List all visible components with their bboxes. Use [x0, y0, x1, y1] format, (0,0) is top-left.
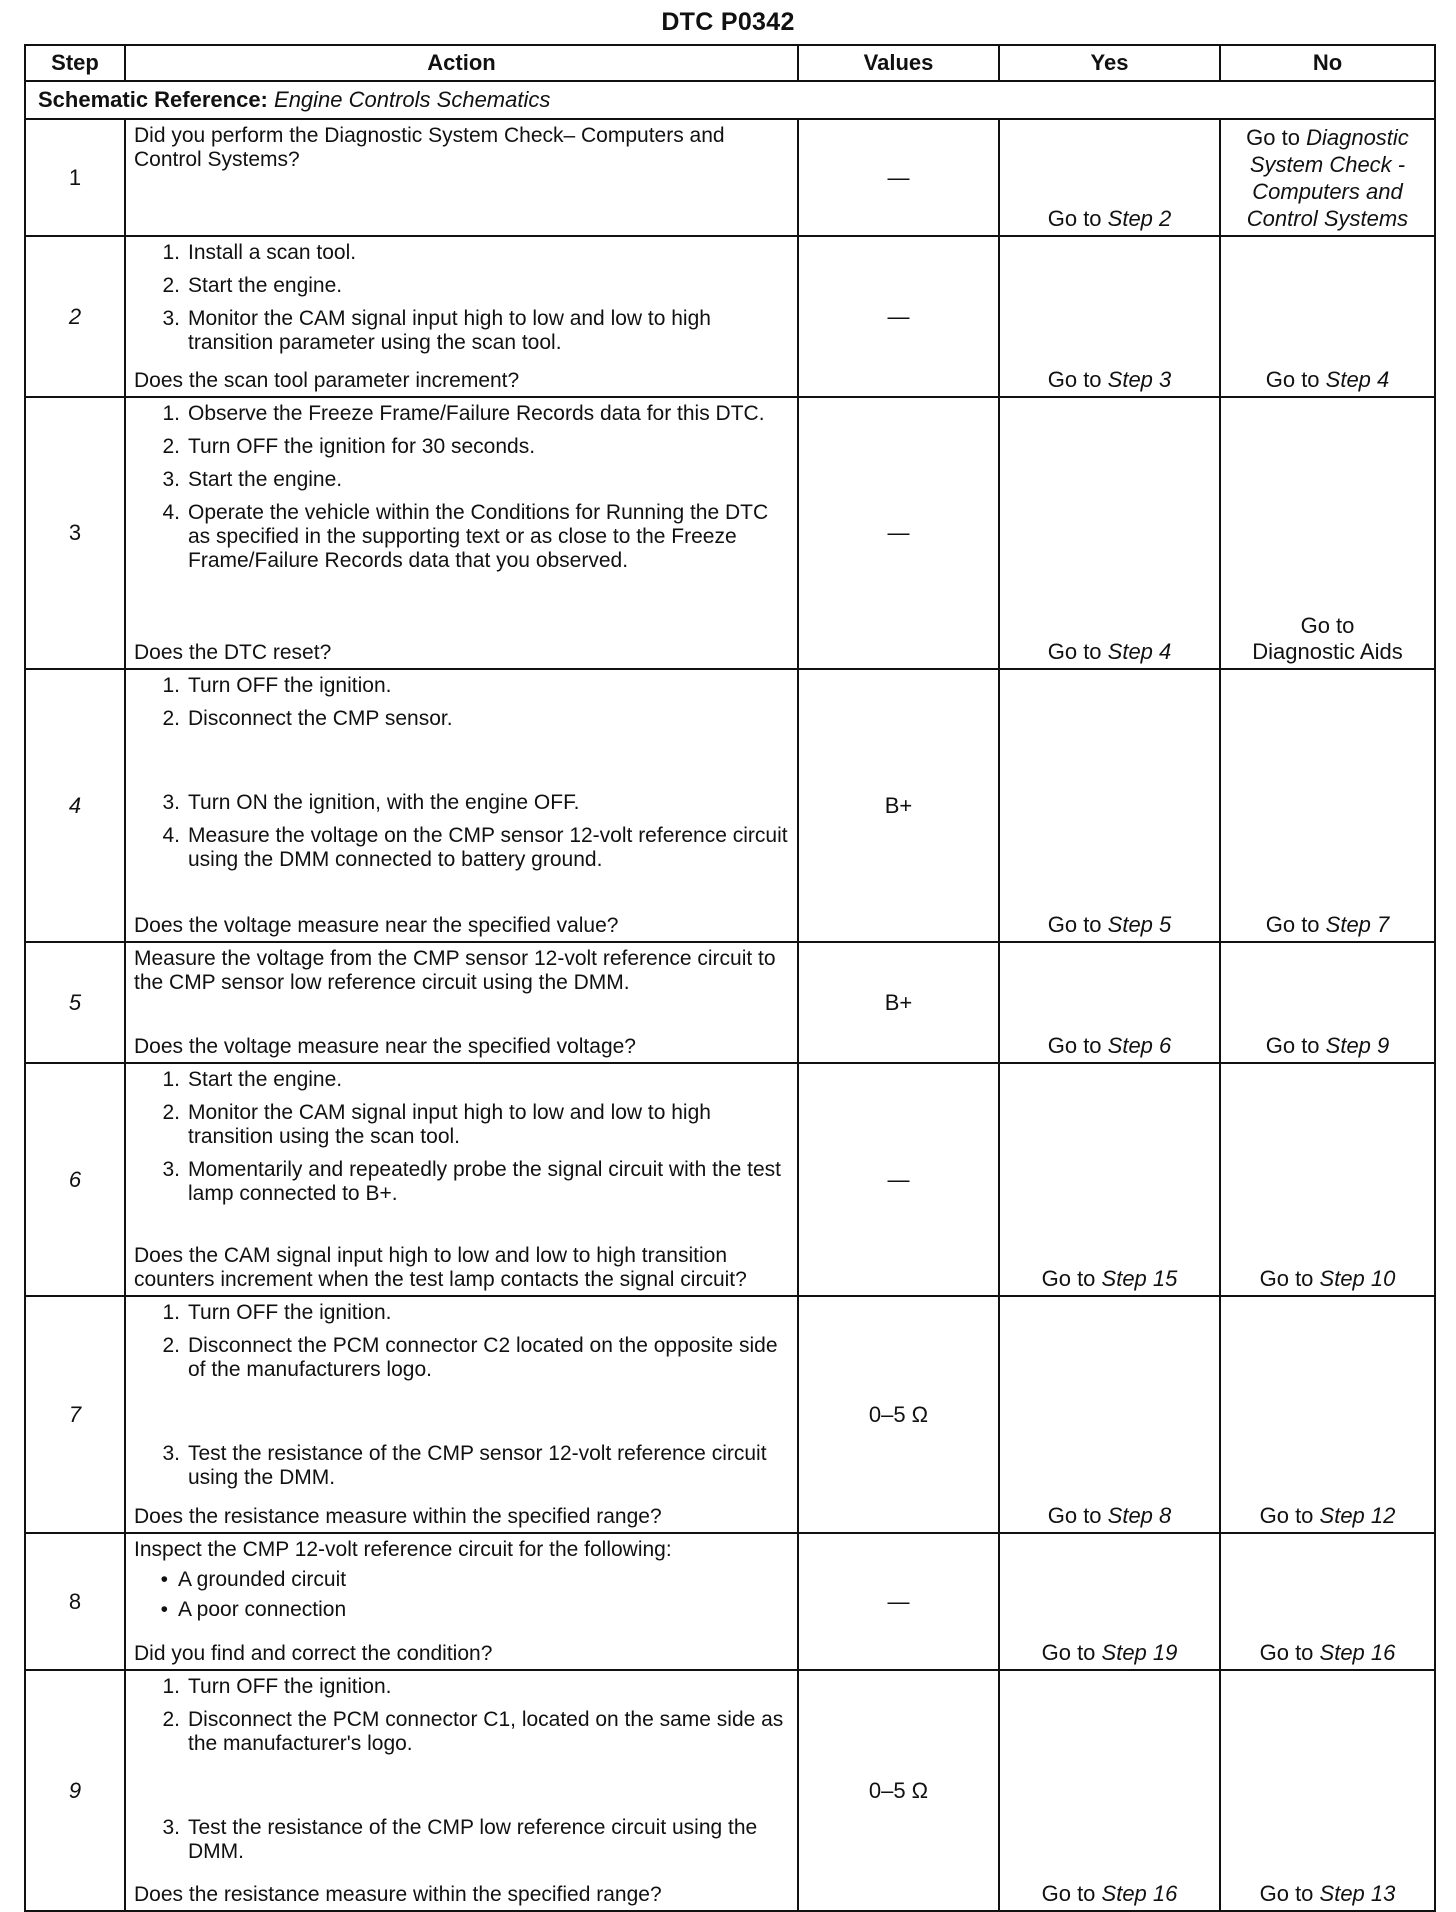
action-cell	[125, 669, 798, 942]
action-step-item	[134, 707, 789, 731]
item-number: 3.	[162, 307, 180, 330]
step-number: 7	[25, 1296, 125, 1533]
yes-cell	[999, 669, 1220, 942]
action-step-item	[134, 1068, 789, 1092]
yes-target-link[interactable]: Step 15	[1101, 1266, 1178, 1291]
item-number: 1.	[162, 1068, 180, 1091]
no-prefix: Go to	[1259, 1503, 1320, 1528]
no-target-link[interactable]: Step 12	[1319, 1503, 1396, 1528]
no-prefix: Go to	[1265, 912, 1326, 937]
item-number: 2.	[162, 1334, 180, 1357]
no-cell	[1220, 1296, 1435, 1533]
step-number: 9	[25, 1670, 125, 1911]
action-step-item	[134, 1301, 789, 1325]
action-text: Inspect the CMP 12-volt reference circuit for the following:	[134, 1538, 672, 1561]
item-number: 2.	[162, 1708, 180, 1731]
no-cell	[1220, 1533, 1435, 1670]
no-cell	[1220, 1063, 1435, 1296]
item-text: Turn OFF the ignition for 30 seconds.	[188, 435, 536, 458]
header-no: No	[1220, 45, 1435, 81]
yes-target-link[interactable]: Step 16	[1101, 1881, 1178, 1906]
value-cell: —	[798, 1063, 999, 1296]
no-prefix: Go to	[1265, 367, 1326, 392]
action-question: Did you find and correct the condition?	[134, 1642, 493, 1665]
item-text: Disconnect the PCM connector C1, located on the same side as the manufacturer's logo.	[188, 1708, 784, 1755]
yes-target-link[interactable]: Step 6	[1107, 1033, 1172, 1058]
action-step-item	[134, 674, 789, 698]
item-number: 3.	[162, 1816, 180, 1839]
no-cell	[1220, 942, 1435, 1063]
table-row	[25, 942, 1435, 1063]
header-yes: Yes	[999, 45, 1220, 81]
yes-cell	[999, 1063, 1220, 1296]
header-values: Values	[798, 45, 999, 81]
action-question: Does the DTC reset?	[134, 641, 332, 664]
yes-target-link[interactable]: Step 3	[1107, 367, 1172, 392]
action-cell	[125, 236, 798, 397]
yes-prefix: Go to	[1047, 206, 1108, 231]
action-text: Measure the voltage from the CMP sensor 12-volt reference circuit to the CMP sensor low reference circuit using the DMM.	[134, 947, 776, 994]
step-number: 1	[25, 119, 125, 236]
schematic-value: Engine Controls Schematics	[274, 87, 551, 112]
value-cell: B+	[798, 942, 999, 1063]
item-number: 1.	[162, 1675, 180, 1698]
item-text: Start the engine.	[188, 1068, 343, 1091]
yes-target-link[interactable]: Step 5	[1107, 912, 1172, 937]
bullet-icon: •	[160, 1598, 168, 1621]
item-text: A grounded circuit	[178, 1568, 347, 1591]
action-step-item	[134, 501, 789, 573]
no-target-link[interactable]: Step 4	[1325, 367, 1390, 392]
action-step-item	[134, 1334, 789, 1382]
yes-cell	[999, 397, 1220, 669]
action-step-item	[134, 274, 789, 298]
header-row	[25, 45, 1435, 81]
item-text: Turn OFF the ignition.	[188, 1675, 392, 1698]
action-cell	[125, 1533, 798, 1670]
table-row	[25, 236, 1435, 397]
action-cell	[125, 1670, 798, 1911]
item-text: Monitor the CAM signal input high to low and low to high transition parameter using the scan tool.	[188, 307, 711, 354]
step-number: 8	[25, 1533, 125, 1670]
step-number: 2	[25, 236, 125, 397]
yes-cell	[999, 1296, 1220, 1533]
action-step-item	[134, 791, 789, 815]
schematic-reference-row	[25, 81, 1435, 119]
action-cell	[125, 942, 798, 1063]
no-target-link[interactable]: Step 9	[1325, 1033, 1390, 1058]
item-text: Observe the Freeze Frame/Failure Records data for this DTC.	[188, 402, 765, 425]
yes-cell	[999, 236, 1220, 397]
item-text: Measure the voltage on the CMP sensor 12-volt reference circuit using the DMM connected to battery ground.	[188, 824, 788, 871]
item-text: Operate the vehicle within the Conditions for Running the DTC as specified in the supporting text or as close to the Freeze Frame/Failure Records data that you observed.	[188, 501, 769, 572]
item-number: 2.	[162, 274, 180, 297]
action-step-item	[134, 1675, 789, 1699]
action-text: Did you perform the Diagnostic System Check– Computers and Control Systems?	[134, 124, 725, 171]
value-cell: —	[798, 1533, 999, 1670]
bullet-item	[134, 1568, 789, 1592]
action-cell	[125, 119, 798, 236]
step-number: 5	[25, 942, 125, 1063]
no-target-link[interactable]: Step 10	[1319, 1266, 1396, 1291]
yes-prefix: Go to	[1047, 639, 1108, 664]
action-cell	[125, 1296, 798, 1533]
table-row	[25, 669, 1435, 942]
action-question: Does the resistance measure within the specified range?	[134, 1883, 662, 1906]
item-number: 3.	[162, 791, 180, 814]
action-step-item	[134, 1158, 789, 1206]
table-row	[25, 119, 1435, 236]
step-number: 3	[25, 397, 125, 669]
item-number: 1.	[162, 241, 180, 264]
yes-cell	[999, 942, 1220, 1063]
item-number: 3.	[162, 468, 180, 491]
no-target-link[interactable]: Step 7	[1325, 912, 1390, 937]
schematic-label: Schematic Reference:	[38, 87, 268, 112]
item-text: Test the resistance of the CMP sensor 12-volt reference circuit using the DMM.	[188, 1442, 767, 1489]
yes-prefix: Go to	[1047, 1033, 1108, 1058]
item-number: 2.	[162, 707, 180, 730]
item-text: Start the engine.	[188, 468, 343, 491]
step-number: 4	[25, 669, 125, 942]
item-text: Disconnect the CMP sensor.	[188, 707, 453, 730]
action-cell	[125, 1063, 798, 1296]
item-number: 1.	[162, 402, 180, 425]
action-question: Does the scan tool parameter increment?	[134, 369, 520, 392]
action-step-item	[134, 402, 789, 426]
item-text: Disconnect the PCM connector C2 located on the opposite side of the manufacturers logo.	[188, 1334, 778, 1381]
table-row	[25, 1670, 1435, 1911]
page-title: DTC P0342	[661, 8, 795, 36]
no-cell	[1220, 397, 1435, 669]
header-step: Step	[25, 45, 125, 81]
value-cell: B+	[798, 669, 999, 942]
no-target-link[interactable]: Step 13	[1319, 1881, 1396, 1906]
table-row	[25, 1063, 1435, 1296]
value-cell: —	[798, 236, 999, 397]
no-prefix: Go to	[1259, 1266, 1320, 1291]
table-row	[25, 1533, 1435, 1670]
no-cell	[1220, 1670, 1435, 1911]
value-cell: 0–5 Ω	[798, 1670, 999, 1911]
table-row	[25, 1296, 1435, 1533]
value-cell: —	[798, 397, 999, 669]
item-text: Momentarily and repeatedly probe the signal circuit with the test lamp connected to B+.	[188, 1158, 781, 1205]
action-step-item	[134, 1442, 789, 1490]
yes-target-link[interactable]: Step 4	[1107, 639, 1172, 664]
item-text: Test the resistance of the CMP low reference circuit using the DMM.	[188, 1816, 758, 1863]
action-step-item	[134, 307, 789, 355]
item-number: 3.	[162, 1158, 180, 1181]
yes-prefix: Go to	[1041, 1640, 1102, 1665]
yes-prefix: Go to	[1047, 1503, 1108, 1528]
yes-prefix: Go to	[1041, 1266, 1102, 1291]
action-step-item	[134, 1101, 789, 1149]
no-prefix: Go to	[1265, 1033, 1326, 1058]
no-prefix: Go to	[1259, 1640, 1320, 1665]
action-step-item	[134, 468, 789, 492]
no-prefix: Go to	[1300, 613, 1355, 638]
no-cell	[1220, 236, 1435, 397]
item-number: 2.	[162, 435, 180, 458]
item-number: 4.	[162, 501, 180, 524]
action-step-item	[134, 1708, 789, 1756]
item-text: Install a scan tool.	[188, 241, 357, 264]
item-text: Monitor the CAM signal input high to low and low to high transition using the scan tool.	[188, 1101, 711, 1148]
spacer	[134, 1391, 789, 1433]
yes-target-link[interactable]: Step 2	[1107, 206, 1172, 231]
action-step-item	[134, 435, 789, 459]
no-target-link[interactable]: Diagnostic System Check - Computers and Control Systems	[1246, 125, 1409, 231]
no-cell	[1220, 669, 1435, 942]
item-number: 4.	[162, 824, 180, 847]
yes-prefix: Go to	[1041, 1881, 1102, 1906]
item-number: 1.	[162, 1301, 180, 1324]
spacer	[134, 1765, 789, 1807]
yes-prefix: Go to	[1047, 367, 1108, 392]
no-cell	[1220, 119, 1435, 236]
yes-cell	[999, 1533, 1220, 1670]
item-number: 2.	[162, 1101, 180, 1124]
step-number: 6	[25, 1063, 125, 1296]
value-cell: —	[798, 119, 999, 236]
item-number: 3.	[162, 1442, 180, 1465]
action-question: Does the resistance measure within the specified range?	[134, 1505, 662, 1528]
spacer	[134, 740, 789, 782]
action-step-item	[134, 824, 789, 872]
item-text: Turn ON the ignition, with the engine OFF.	[188, 791, 580, 814]
action-step-item	[134, 241, 789, 265]
action-cell	[125, 397, 798, 669]
action-question: Does the voltage measure near the specified voltage?	[134, 1035, 636, 1058]
yes-target-link[interactable]: Step 8	[1107, 1503, 1172, 1528]
action-question: Does the CAM signal input high to low and low to high transition counters increment when the test lamp contacts the signal circuit?	[134, 1244, 747, 1291]
item-text: Turn OFF the ignition.	[188, 1301, 392, 1324]
value-cell: 0–5 Ω	[798, 1296, 999, 1533]
diagnostic-table	[24, 44, 1436, 1912]
action-question: Does the voltage measure near the specified value?	[134, 914, 619, 937]
yes-prefix: Go to	[1047, 912, 1108, 937]
bullet-icon: •	[160, 1568, 168, 1591]
yes-cell	[999, 1670, 1220, 1911]
item-number: 1.	[162, 674, 180, 697]
item-text: Turn OFF the ignition.	[188, 674, 392, 697]
action-step-item	[134, 1816, 789, 1864]
no-prefix: Go to	[1246, 125, 1307, 150]
item-text: A poor connection	[178, 1598, 347, 1621]
no-prefix: Go to	[1259, 1881, 1320, 1906]
no-target-link[interactable]: Step 16	[1319, 1640, 1396, 1665]
table-row	[25, 397, 1435, 669]
no-target-link[interactable]: Diagnostic Aids	[1252, 639, 1403, 664]
item-text: Start the engine.	[188, 274, 343, 297]
bullet-item	[134, 1598, 789, 1622]
yes-target-link[interactable]: Step 19	[1101, 1640, 1178, 1665]
header-action: Action	[125, 45, 798, 81]
yes-cell	[999, 119, 1220, 236]
